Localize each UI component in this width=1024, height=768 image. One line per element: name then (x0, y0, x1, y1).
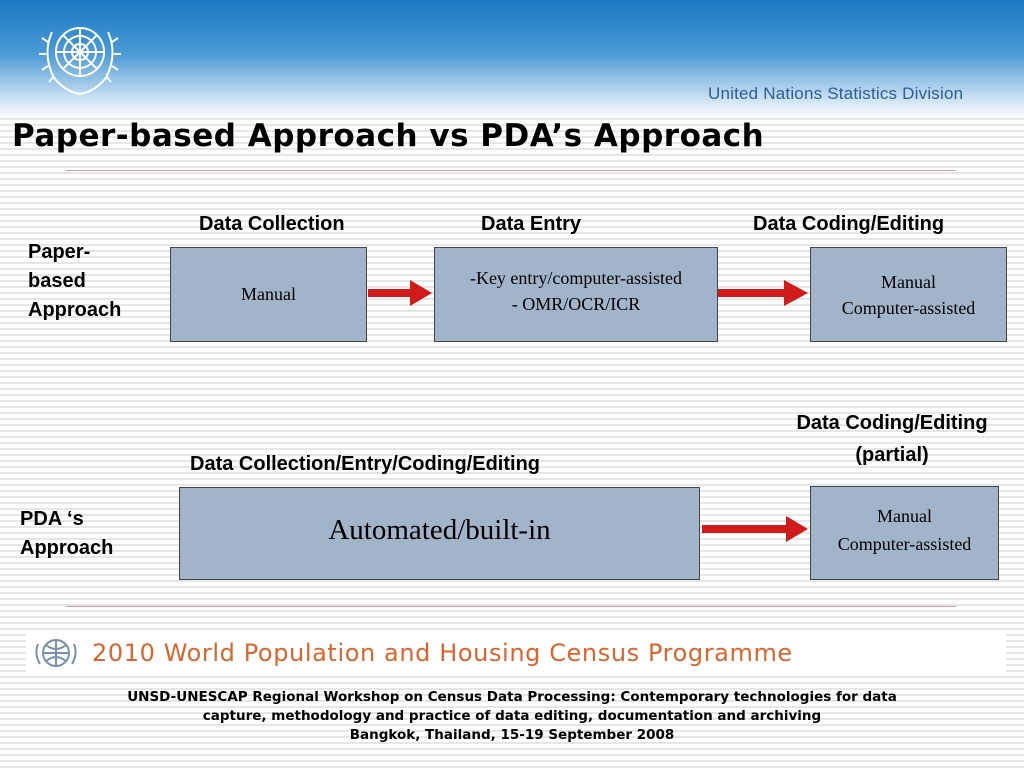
paper-collection-box: Manual (170, 247, 367, 342)
pda-right-header: Data Coding/Editing (partial) (796, 412, 988, 466)
workshop-footer: UNSD-UNESCAP Regional Workshop on Census Data Processing: Contemporary technologies for data capture, methodology and practice of data editing, documentation and archiving Bangkok, Thailand, 15-19 September 2008 (127, 689, 897, 743)
pda-automated-box: Automated/built-in (179, 487, 700, 580)
page-title: Paper-based Approach vs PDA’s Approach (12, 118, 765, 154)
title-divider (66, 170, 956, 171)
arrow-icon (368, 278, 434, 308)
paper-entry-box: -Key entry/computer-assisted - OMR/OCR/ICR (434, 247, 718, 342)
paper-approach-label: Paper- based Approach (28, 241, 122, 321)
column-header-data-coding: Data Coding/Editing (753, 213, 945, 235)
bottom-divider (66, 606, 956, 607)
paper-coding-box: Manual Computer-assisted (810, 247, 1007, 342)
pda-coding-box: Manual Computer-assisted (810, 486, 999, 580)
column-header-data-collection: Data Collection (199, 213, 345, 235)
pda-main-header: Data Collection/Entry/Coding/Editing (190, 453, 540, 475)
banner-text: 2010 World Population and Housing Census Programme (92, 639, 793, 667)
header-band (0, 0, 1024, 118)
arrow-icon (702, 514, 810, 544)
pda-approach-label: PDA ‘s Approach (20, 508, 114, 559)
census-logo-icon (34, 636, 80, 670)
census-programme-banner (26, 632, 1006, 674)
organization-name: United Nations Statistics Division (708, 84, 964, 103)
un-emblem-icon (32, 12, 128, 100)
arrow-icon (718, 278, 810, 308)
column-header-data-entry: Data Entry (481, 213, 582, 235)
